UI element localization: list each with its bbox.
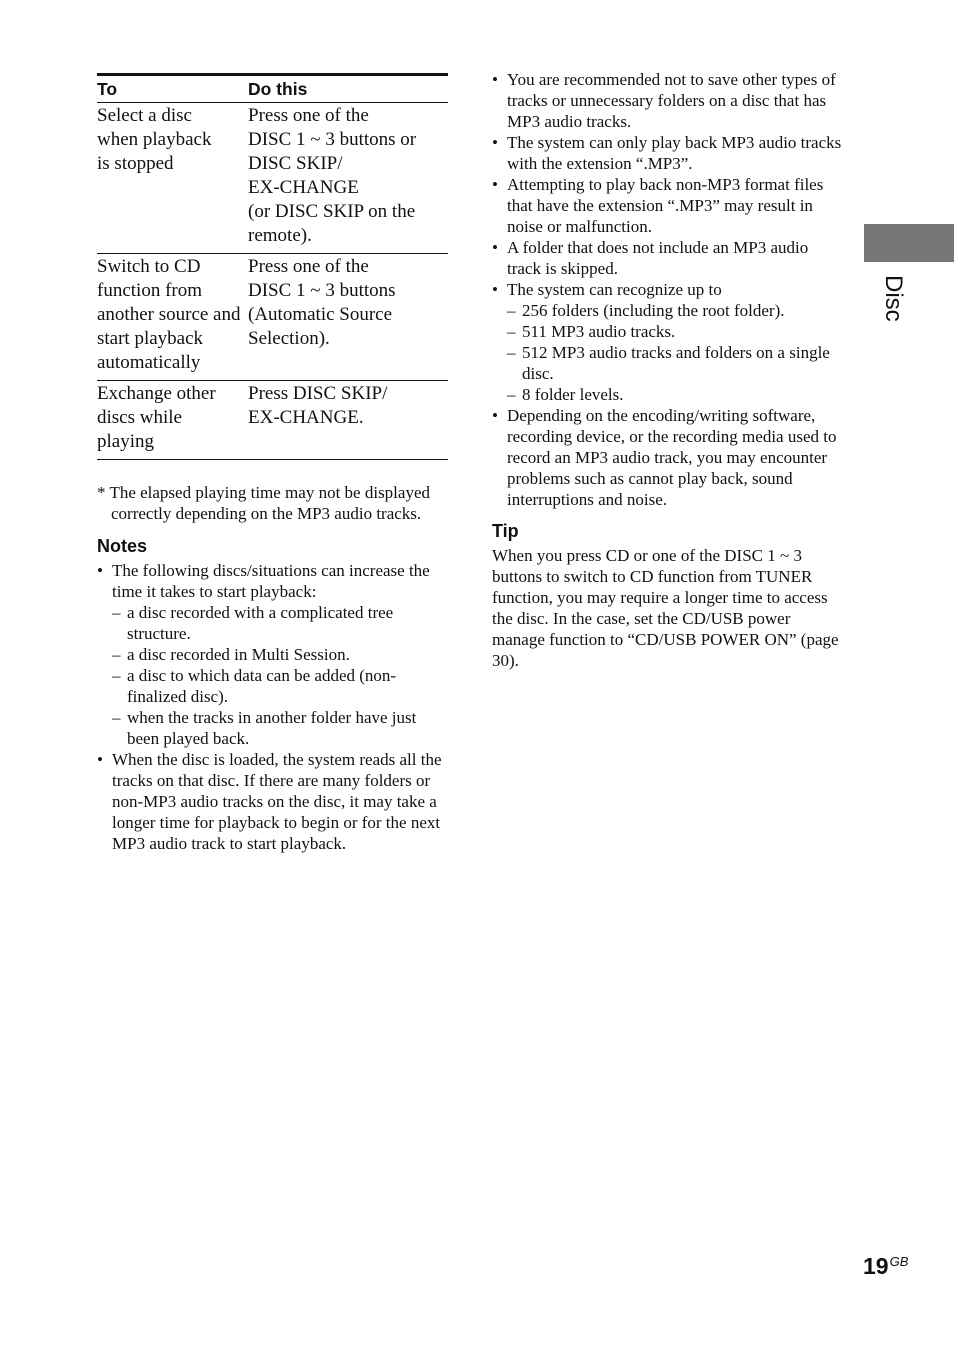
notes-list [97,560,448,854]
sub-list-item: – a disc recorded with a complicated tree structure. [112,602,448,644]
list-item: • The system can only play back MP3 audio tracks with the extension “.MP3”. [492,132,842,174]
list-item: • A folder that does not include an MP3 audio track is skipped. [492,237,842,279]
sub-list [112,602,448,749]
section-tab-marker [864,224,954,262]
table-cell: Press one of the DISC 1 ~ 3 buttons or DISC SKIP/ EX-CHANGE (or DISC SKIP on the remote). [248,103,448,254]
mp3-notes-list [492,69,842,510]
left-column [97,73,448,854]
list-item [492,279,842,405]
page-number-suffix: GB [889,1254,909,1269]
tip-text: When you press CD or one of the DISC 1 ~ 3 buttons to switch to CD function from TUNER function, you may require a longer time to access the disc. In the case, set the CD/USB power manage function to “CD/USB POWER ON” (page 30). [492,546,839,670]
sub-list-item: – a disc recorded in Multi Session. [112,644,448,665]
notes-heading: Notes [97,536,148,556]
section-tab-label: Disc [880,275,907,322]
column-header-to: To [97,75,248,103]
list-item: • Depending on the encoding/writing software, recording device, or the recording media used to record an MP3 audio track, you may encounter problems such as cannot play back, sound interruptions and noise. [492,405,842,510]
sub-list-item: – 8 folder levels. [507,384,842,405]
table-row [97,381,448,460]
table-cell: Press DISC SKIP/ EX-CHANGE. [248,381,448,460]
right-column [492,69,842,671]
list-item: • You are recommended not to save other types of tracks or unnecessary folders on a disc that has MP3 audio tracks. [492,69,842,132]
sub-list [507,300,842,405]
table-cell: Switch to CD function from another source and start playback automatically [97,254,248,381]
table-cell: Exchange other discs while playing [97,381,248,460]
list-item [97,560,448,749]
table-cell: Press one of the DISC 1 ~ 3 buttons (Automatic Source Selection). [248,254,448,381]
table-header-row [97,75,448,103]
tip-heading: Tip [492,521,519,541]
list-item-text: The following discs/situations can increase the time it takes to start playback: [112,561,430,601]
sub-list-item: – 511 MP3 audio tracks. [507,321,842,342]
sub-list-item: – 512 MP3 audio tracks and folders on a single disc. [507,342,842,384]
table-cell: Select a disc when playback is stopped [97,103,248,254]
table-row [97,103,448,254]
table-row [97,254,448,381]
page-number-value: 19 [863,1253,889,1279]
sub-list-item: – a disc to which data can be added (non-finalized disc). [112,665,448,707]
sub-list-item: – when the tracks in another folder have just been played back. [112,707,448,749]
list-item: • When the disc is loaded, the system reads all the tracks on that disc. If there are many folders or non-MP3 audio tracks on the disc, it may take a longer time for playback to begin or for the next MP3 audio track to start playback. [97,749,448,854]
footnote: * The elapsed playing time may not be displayed correctly depending on the MP3 audio tracks. [97,483,430,523]
column-header-do-this: Do this [248,75,448,103]
list-item: • Attempting to play back non-MP3 format files that have the extension “.MP3” may result in noise or malfunction. [492,174,842,237]
list-item-text: The system can recognize up to [507,280,722,299]
sub-list-item: – 256 folders (including the root folder). [507,300,842,321]
page-number [863,1253,908,1280]
operations-table [97,73,448,460]
